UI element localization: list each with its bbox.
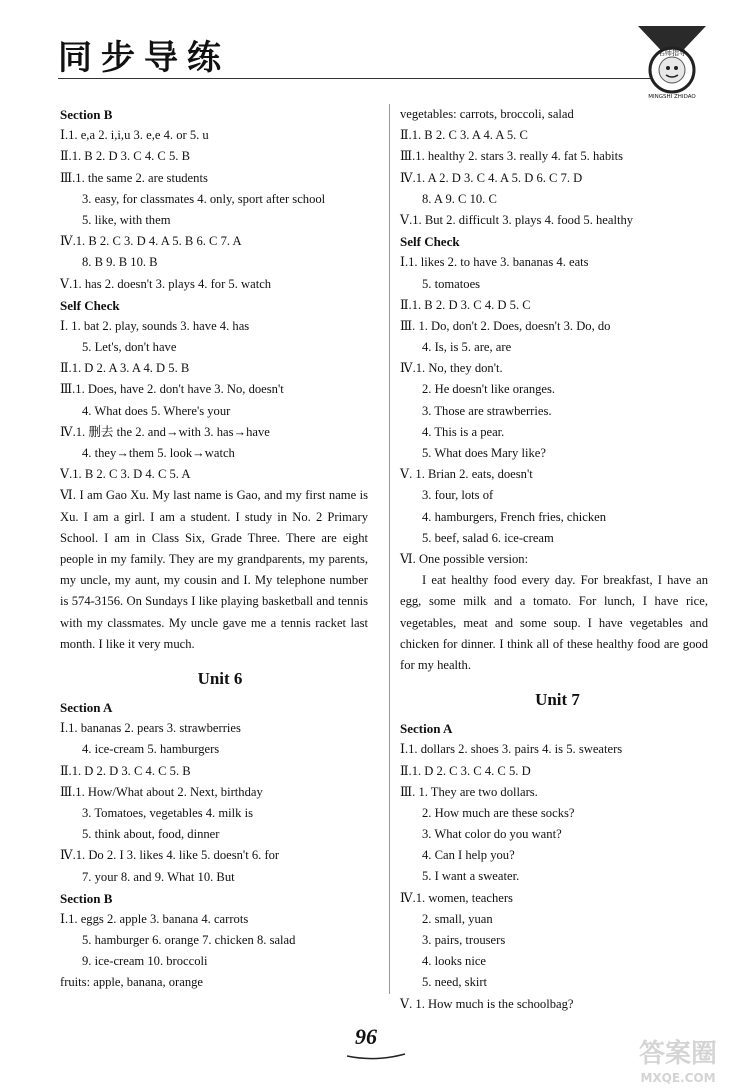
section-heading: Self Check — [400, 234, 460, 250]
answer-line: fruits: apple, banana, orange — [60, 975, 204, 990]
answer-line: Ⅲ.1. the same 2. are students — [60, 170, 208, 185]
unit-6-heading: Unit 6 — [197, 669, 243, 688]
answer-line: Ⅴ.1. But 2. difficult 3. plays 4. food 5. healthy — [400, 212, 634, 227]
logo-text: 名师指导 — [658, 49, 686, 57]
answer-line: Ⅱ.1. D 2. A 3. A 4. D 5. B — [60, 361, 190, 376]
answer-line: 4. This is a pear. — [422, 424, 505, 439]
answer-line: 5. hamburger 6. orange 7. chicken 8. salad — [82, 933, 296, 948]
answer-line: Ⅱ.1. B 2. D 3. C 4. D 5. C — [400, 297, 531, 312]
right-essay: I eat healthy food every day. For breakfast, I have an egg, some milk and a tomato. For lunch, I have rice, vegetables, meat and some soup. I have vegetables and chicken for dinner. I think all of these healthy food are good for my health. — [400, 573, 708, 672]
answer-line: Ⅳ.1. Do 2. I 3. likes 4. like 5. doesn't 6. for — [60, 848, 280, 863]
answer-line: Ⅴ. 1. How much is the schoolbag? — [400, 996, 574, 1011]
answer-line: Ⅰ.1. bananas 2. pears 3. strawberries — [60, 721, 241, 736]
answer-line: Ⅲ.1. healthy 2. stars 3. really 4. fat 5. habits — [400, 149, 624, 164]
answer-line: 8. B 9. B 10. B — [82, 255, 158, 270]
answer-line: 5. need, skirt — [422, 975, 488, 990]
answer-line: vegetables: carrots, broccoli, salad — [400, 107, 574, 121]
answer-line: Ⅱ.1. B 2. C 3. A 4. A 5. C — [400, 128, 528, 143]
column-divider — [389, 104, 390, 994]
answer-line: Ⅰ.1. likes 2. to have 3. bananas 4. eats — [400, 255, 589, 270]
answer-line: 2. How much are these socks? — [422, 805, 575, 820]
answer-line: 5. Let's, don't have — [82, 340, 177, 355]
right-answers-2 — [400, 718, 715, 1015]
answer-line: 3. Those are strawberries. — [422, 403, 552, 418]
section-heading: Section B — [60, 107, 113, 122]
answer-line: Ⅴ.1. has 2. doesn't 3. plays 4. for 5. watch — [60, 276, 272, 291]
answer-line: 3. four, lots of — [422, 488, 494, 503]
answer-line: 4. they→them 5. look→watch — [82, 446, 235, 460]
answer-line: Ⅲ.1. How/What about 2. Next, birthday — [60, 784, 263, 799]
logo-subtext: MINGSHI ZHIDAO — [648, 94, 696, 100]
page-number-swash — [345, 1052, 407, 1060]
answer-line: 4. ice-cream 5. hamburgers — [82, 742, 220, 757]
answer-line: Ⅰ.1. dollars 2. shoes 3. pairs 4. is 5. sweaters — [400, 742, 623, 757]
answer-line: Ⅰ. 1. bat 2. play, sounds 3. have 4. has — [60, 318, 250, 333]
answer-line: 5. What does Mary like? — [422, 446, 546, 460]
left-answers — [60, 104, 380, 485]
answer-line: 4. hamburgers, French fries, chicken — [422, 509, 607, 524]
answer-line: 2. small, yuan — [422, 911, 493, 926]
answer-line: Ⅲ. 1. Do, don't 2. Does, doesn't 3. Do, do — [400, 318, 611, 333]
section-heading: Self Check — [60, 297, 120, 313]
answer-line: 5. tomatoes — [422, 276, 481, 291]
right-answers — [400, 104, 715, 570]
left-essay: Ⅵ. I am Gao Xu. My last name is Gao, and my first name is Xu. I am a girl. I am a student. I study in No. 2 Primary School. I am in Class Six, Grade Three. There are eight people in my family. They are my grandparents, my parents, my uncle, my aunt, my cousin and I. My telephone number is 574-3156. On Sundays I like playing basketball and tennis with my classmates. My uncle gave me a tennis racket last month. I like it very much. — [60, 488, 368, 651]
answer-line: Ⅱ.1. D 2. C 3. C 4. C 5. D — [400, 763, 531, 778]
answer-line: 4. looks nice — [422, 954, 487, 969]
publisher-logo — [636, 22, 708, 100]
answer-line: Ⅴ. 1. Brian 2. eats, doesn't — [400, 467, 533, 482]
answer-line: 5. think about, food, dinner — [82, 827, 220, 842]
page-number: 96 — [355, 1024, 377, 1049]
answer-line: 5. beef, salad 6. ice-cream — [422, 530, 554, 545]
answer-line: 3. pairs, trousers — [422, 933, 506, 948]
answer-line: Ⅵ. One possible version: — [400, 551, 529, 566]
answer-line: Ⅳ.1. B 2. C 3. D 4. A 5. B 6. C 7. A — [60, 234, 242, 249]
unit-7-heading: Unit 7 — [535, 690, 580, 710]
answer-line: Ⅲ. 1. They are two dollars. — [400, 784, 538, 799]
answer-line: Ⅰ.1. eggs 2. apple 3. banana 4. carrots — [60, 911, 249, 926]
left-answers-2 — [60, 697, 380, 994]
answer-line: Ⅴ.1. B 2. C 3. D 4. C 5. A — [60, 467, 191, 482]
answer-line: 7. your 8. and 9. What 10. But — [82, 869, 235, 884]
answer-line: Ⅲ.1. Does, have 2. don't have 3. No, doesn't — [60, 382, 284, 397]
answer-line: Ⅱ.1. B 2. D 3. C 4. C 5. B — [60, 149, 190, 164]
answer-line: 5. like, with them — [82, 212, 171, 227]
watermark-text: 答案圈 — [638, 1039, 718, 1069]
watermark-url: MXQE.COM — [640, 1071, 716, 1085]
answer-line: Ⅳ.1. No, they don't. — [400, 361, 503, 376]
answer-line: 4. Can I help you? — [422, 848, 515, 863]
left-column — [60, 104, 380, 994]
answer-line: 3. easy, for classmates 4. only, sport after school — [82, 191, 326, 206]
answer-line: Ⅳ.1. 删去 the 2. and→with 3. has→have — [60, 424, 270, 439]
section-heading: Section A — [60, 700, 113, 715]
answer-line: Ⅳ.1. A 2. D 3. C 4. A 5. D 6. C 7. D — [400, 170, 583, 185]
right-column — [400, 104, 715, 1015]
page-title: 同步导练 — [58, 38, 230, 78]
answer-line: 3. What color do you want? — [422, 827, 562, 842]
answer-line: 5. I want a sweater. — [422, 869, 520, 884]
section-heading: Section A — [400, 721, 453, 737]
answer-line: 3. Tomatoes, vegetables 4. milk is — [82, 805, 253, 820]
answer-line: Ⅳ.1. women, teachers — [400, 890, 513, 905]
answer-line: 9. ice-cream 10. broccoli — [82, 954, 208, 969]
answer-line: 4. What does 5. Where's your — [82, 403, 231, 418]
answer-line: 8. A 9. C 10. C — [422, 191, 497, 206]
section-heading: Section B — [60, 890, 113, 906]
watermark-logo — [618, 1030, 738, 1086]
header-rule — [58, 78, 650, 79]
answer-line: Ⅰ.1. e,a 2. i,i,u 3. e,e 4. or 5. u — [60, 128, 209, 143]
answer-line: Ⅱ.1. D 2. D 3. C 4. C 5. B — [60, 763, 191, 778]
answer-line: 2. He doesn't like oranges. — [422, 382, 556, 397]
answer-line: 4. Is, is 5. are, are — [422, 340, 512, 355]
